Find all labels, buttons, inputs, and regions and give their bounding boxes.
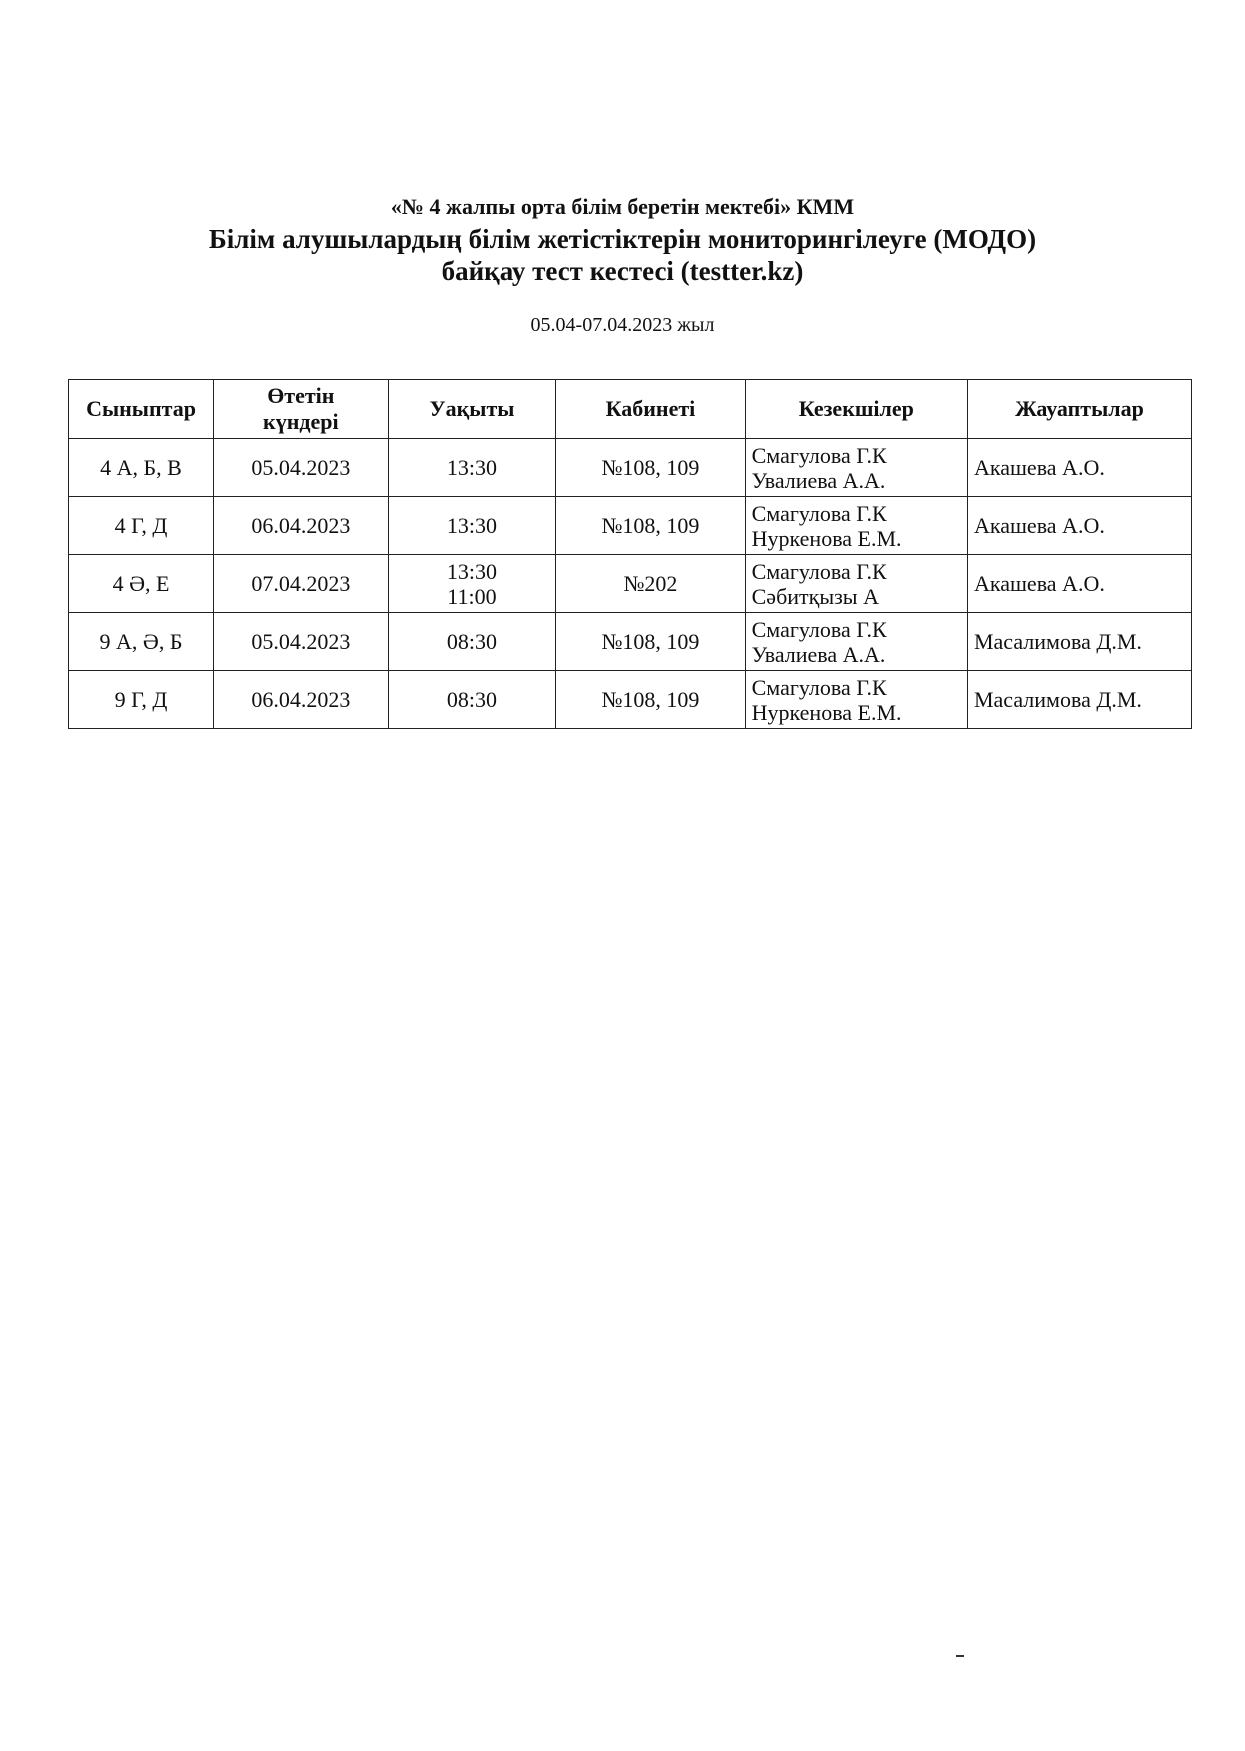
- header-days-line1: Өтетін: [267, 383, 335, 408]
- table-row: [69, 555, 1192, 613]
- table-row: [69, 671, 1192, 729]
- cell-duty: [745, 555, 967, 613]
- header-classes: Сыныптар: [69, 380, 214, 439]
- cell-room: №108, 109: [556, 613, 745, 671]
- duty-name-1: Смагулова Г.К: [751, 616, 887, 642]
- cell-duty: [745, 439, 967, 497]
- cell-classes: 9 Г, Д: [69, 671, 214, 729]
- cell-responsible: Акашева А.О.: [967, 439, 1191, 497]
- duty-name-1: Смагулова Г.К: [751, 442, 887, 468]
- header-responsible: Жауаптылар: [967, 380, 1191, 439]
- date-range: 05.04-07.04.2023 жыл: [530, 314, 715, 336]
- document-title: Білім алушылардың білім жетістіктерін мониторингілеуге (МОДО): [208, 224, 1037, 254]
- duty-name-2: Нуркенова Е.М.: [751, 699, 902, 725]
- cell-room: №108, 109: [556, 671, 745, 729]
- header-duty: Кезекшілер: [745, 380, 967, 439]
- duty-name-1: Смагулова Г.К: [751, 558, 887, 584]
- cell-time: 08:30: [388, 613, 556, 671]
- cell-classes: 4 А, Б, В: [69, 439, 214, 497]
- cell-room: №108, 109: [556, 497, 745, 555]
- duty-name-1: Смагулова Г.К: [751, 674, 887, 700]
- cell-classes: 9 А, Ә, Б: [69, 613, 214, 671]
- table-row: [69, 439, 1192, 497]
- time-value-1: 13:30: [446, 558, 497, 584]
- document-subtitle: байқау тест кестесі (testter.kz): [441, 256, 804, 286]
- cell-responsible: Акашева А.О.: [967, 555, 1191, 613]
- cell-date: 06.04.2023: [214, 497, 389, 555]
- cell-responsible: Масалимова Д.М.: [967, 613, 1191, 671]
- schedule-table: [68, 379, 1192, 729]
- cell-responsible: Акашева А.О.: [967, 497, 1191, 555]
- header-room: Кабинеті: [556, 380, 745, 439]
- header-time: Уақыты: [388, 380, 556, 439]
- duty-name-1: Смагулова Г.К: [751, 500, 887, 526]
- table-header-row: [69, 380, 1192, 439]
- header-days-line2: күндері: [263, 409, 339, 434]
- scan-mark: [956, 1655, 964, 1657]
- cell-date: 06.04.2023: [214, 671, 389, 729]
- time-value-2: 11:00: [447, 583, 497, 609]
- cell-duty: [745, 671, 967, 729]
- cell-date: 05.04.2023: [214, 439, 389, 497]
- cell-duty: [745, 613, 967, 671]
- table-row: [69, 613, 1192, 671]
- cell-room: №202: [556, 555, 745, 613]
- cell-time: 13:30: [388, 439, 556, 497]
- cell-room: №108, 109: [556, 439, 745, 497]
- cell-date: 05.04.2023: [214, 613, 389, 671]
- cell-duty: [745, 497, 967, 555]
- cell-time: [388, 555, 556, 613]
- cell-classes: 4 Ә, Е: [69, 555, 214, 613]
- duty-name-2: Сәбитқызы А: [751, 583, 879, 609]
- duty-name-2: Увалиева А.А.: [751, 467, 886, 493]
- cell-classes: 4 Г, Д: [69, 497, 214, 555]
- cell-date: 07.04.2023: [214, 555, 389, 613]
- cell-time: 13:30: [388, 497, 556, 555]
- duty-name-2: Нуркенова Е.М.: [751, 525, 902, 551]
- cell-responsible: Масалимова Д.М.: [967, 671, 1191, 729]
- cell-time: 08:30: [388, 671, 556, 729]
- duty-name-2: Увалиева А.А.: [751, 641, 886, 667]
- school-name: «№ 4 жалпы орта білім беретін мектебі» КММ: [390, 194, 855, 219]
- table-row: [69, 497, 1192, 555]
- header-days: [214, 380, 389, 439]
